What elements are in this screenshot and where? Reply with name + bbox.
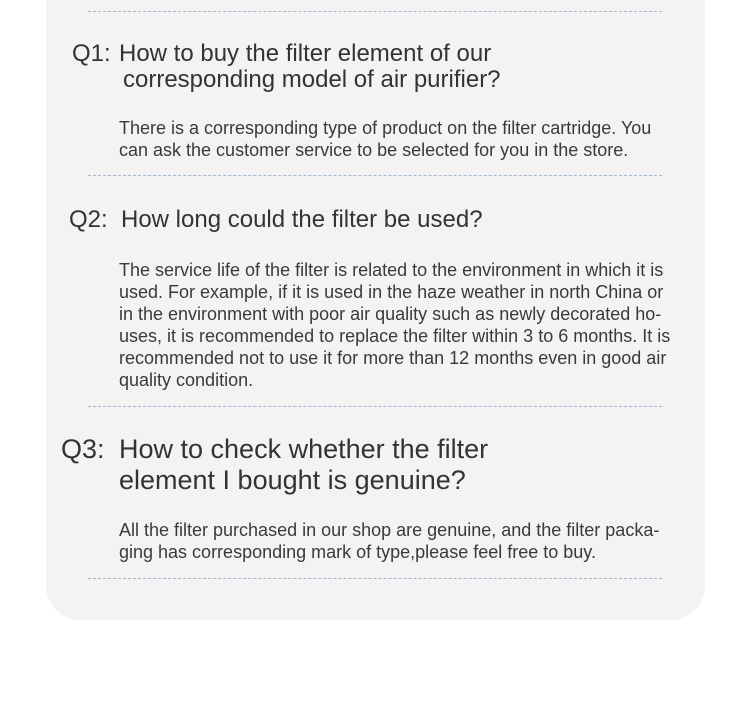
faq-answer-3 — [119, 519, 659, 563]
answer-text-line: ging has corresponding mark of type,please feel free to buy. — [119, 542, 596, 562]
faq-question-3 — [61, 434, 621, 498]
question-text-line: element I bought is genuine? — [119, 465, 466, 495]
faq-answer-2 — [119, 259, 670, 391]
question-number: Q1: — [72, 40, 111, 67]
divider — [88, 175, 662, 176]
faq-question-2 — [69, 206, 629, 236]
answer-text-line: can ask the customer service to be selected for you in the store. — [119, 140, 629, 160]
question-text-line: corresponding model of air purifier? — [123, 66, 501, 93]
answer-text-line: recommended not to use it for more than 12 months even in good air — [119, 348, 667, 368]
divider — [88, 406, 662, 407]
answer-text-line: The service life of the filter is related to the environment in which it is — [119, 260, 664, 280]
question-text-line: How to buy the filter element of our — [119, 40, 492, 67]
question-text-line: How to check whether the filter — [119, 434, 489, 464]
answer-text-line: used. For example, if it is used in the haze weather in north China or — [119, 282, 664, 302]
answer-text-line: There is a corresponding type of product on the filter cartridge. You — [119, 118, 652, 138]
faq-question-1 — [72, 40, 632, 96]
answer-text-line: in the environment with poor air quality such as newly decorated ho- — [119, 304, 662, 324]
divider — [88, 578, 662, 579]
question-text-line: How long could the filter be used? — [121, 206, 483, 233]
answer-text-line: quality condition. — [119, 370, 254, 390]
divider — [88, 11, 662, 12]
question-number: Q2: — [69, 206, 108, 233]
answer-text-line: uses, it is recommended to replace the filter within 3 to 6 months. It is — [119, 326, 671, 346]
question-number: Q3: — [61, 434, 105, 464]
answer-text-line: All the filter purchased in our shop are genuine, and the filter packa- — [119, 520, 660, 540]
faq-answer-1 — [119, 117, 651, 161]
